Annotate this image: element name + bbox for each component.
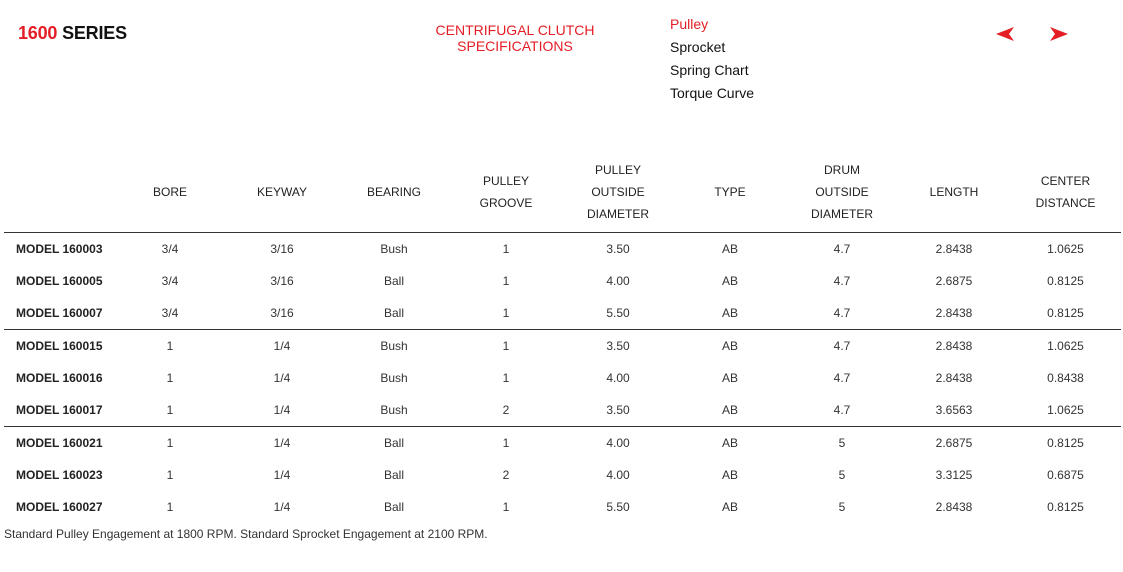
table-cell: 3.50 — [562, 233, 674, 266]
column-header-line: BEARING — [366, 185, 421, 199]
table-cell: 4.7 — [786, 233, 898, 266]
table-cell: 3.50 — [562, 330, 674, 363]
column-header-line: CENTER — [1040, 174, 1091, 188]
table-cell: 3/16 — [270, 274, 294, 288]
table-row — [4, 297, 1121, 330]
table-cell: AB — [721, 403, 738, 417]
table-cell: 1/4 — [273, 468, 291, 482]
column-header — [898, 152, 1010, 233]
table-cell: 4.7 — [833, 306, 851, 320]
table-cell: 1/4 — [226, 427, 338, 460]
table-cell: Bush — [338, 233, 450, 266]
table-cell: 1 — [166, 371, 174, 385]
column-header — [1010, 152, 1121, 233]
table-cell: 0.8438 — [1047, 371, 1084, 385]
table-cell: 1 — [450, 233, 562, 266]
table-cell: 2.8438 — [898, 233, 1010, 266]
table-row — [4, 427, 1121, 460]
column-header-line: TYPE — [714, 185, 746, 199]
nav-link-sprocket[interactable]: Sprocket — [670, 39, 726, 55]
table-cell: 5 — [786, 427, 898, 460]
table-row — [4, 491, 1121, 523]
table-cell: AB — [674, 233, 786, 266]
table-row — [4, 233, 1121, 266]
next-arrow-button[interactable] — [1049, 26, 1069, 42]
column-header-line: PULLEY — [482, 174, 530, 188]
table-row — [4, 330, 1121, 363]
table-cell: Bush — [380, 371, 408, 385]
column-header — [450, 152, 562, 233]
table-cell: 2 — [502, 468, 510, 482]
table-cell: 1 — [502, 274, 510, 288]
table-cell: 4.7 — [833, 274, 851, 288]
table-cell: 2.6875 — [898, 427, 1010, 460]
column-header — [674, 152, 786, 233]
table-cell: 4.7 — [833, 403, 851, 417]
model-cell: MODEL 160016 — [16, 371, 103, 385]
table-cell: 1.0625 — [1010, 330, 1121, 363]
series-title — [18, 23, 127, 44]
column-header-line: DIAMETER — [810, 207, 873, 221]
table-cell: 1 — [450, 330, 562, 363]
table-cell: AB — [721, 306, 738, 320]
table-cell: Bush — [380, 403, 408, 417]
table-body — [4, 233, 1121, 524]
table-cell: 2.8438 — [935, 500, 973, 514]
table-cell: AB — [721, 371, 738, 385]
table-cell: 1/4 — [273, 403, 291, 417]
table-cell: 3/16 — [226, 233, 338, 266]
column-header-line: PULLEY — [594, 163, 642, 177]
series-word: SERIES — [62, 23, 127, 43]
table-cell: 1 — [502, 371, 510, 385]
right-arrow-icon — [1049, 26, 1069, 42]
table-cell: 0.8125 — [1047, 500, 1084, 514]
column-header — [562, 152, 674, 233]
nav-link-pulley[interactable]: Pulley — [670, 16, 709, 32]
table-cell: 3/16 — [270, 306, 294, 320]
table-cell: 0.8125 — [1010, 427, 1121, 460]
column-header-line: KEYWAY — [256, 185, 307, 199]
table-cell: Bush — [338, 330, 450, 363]
column-header-line: OUTSIDE — [815, 185, 869, 199]
column-header-line: OUTSIDE — [591, 185, 645, 199]
table-row — [4, 394, 1121, 427]
table-cell: AB — [674, 330, 786, 363]
table-cell: 1 — [502, 306, 510, 320]
table-cell: AB — [721, 500, 738, 514]
table-cell: 1 — [166, 500, 174, 514]
table-cell: 2.8438 — [935, 371, 973, 385]
table-cell: 1.0625 — [1010, 233, 1121, 266]
model-cell: MODEL 160017 — [16, 403, 103, 417]
table-cell: 3.3125 — [935, 468, 973, 482]
table-cell: 3.50 — [606, 403, 630, 417]
table-header-row — [4, 152, 1121, 233]
table-cell: 3/4 — [161, 306, 179, 320]
model-cell: MODEL 160027 — [16, 500, 103, 514]
table-cell: 4.7 — [786, 330, 898, 363]
table-cell: AB — [721, 468, 738, 482]
table-cell: 4.00 — [606, 468, 630, 482]
table-cell: 3/4 — [161, 274, 179, 288]
table-cell: 3.6563 — [935, 403, 973, 417]
column-header — [786, 152, 898, 233]
column-header-line: DISTANCE — [1035, 196, 1096, 210]
table-cell: Ball — [338, 427, 450, 460]
table-cell: 1/4 — [273, 500, 291, 514]
model-cell: MODEL 160021 — [4, 427, 114, 460]
model-cell: MODEL 160015 — [4, 330, 114, 363]
table-cell: 1/4 — [226, 330, 338, 363]
table-cell: 4.00 — [606, 371, 630, 385]
table-cell: 2.6875 — [935, 274, 973, 288]
column-header-line: DIAMETER — [586, 207, 649, 221]
engagement-footnote: Standard Pulley Engagement at 1800 RPM. Standard Sprocket Engagement at 2100 RPM. — [4, 527, 488, 541]
table-cell: 1 — [166, 468, 174, 482]
table-cell: Ball — [383, 468, 404, 482]
spec-title — [415, 22, 615, 54]
table-cell: 2 — [502, 403, 510, 417]
column-header — [114, 152, 226, 233]
table-cell: Ball — [383, 306, 404, 320]
column-header — [338, 152, 450, 233]
model-cell: MODEL 160023 — [16, 468, 103, 482]
table-cell: 3/4 — [114, 233, 226, 266]
spec-nav — [670, 15, 754, 107]
spec-title-line1: CENTRIFUGAL CLUTCH — [435, 22, 595, 38]
table-cell: 1.0625 — [1047, 403, 1084, 417]
nav-link-spring-chart[interactable]: Spring Chart — [670, 62, 749, 78]
spec-title-line2: SPECIFICATIONS — [457, 38, 573, 54]
column-header — [226, 152, 338, 233]
left-arrow-icon — [995, 26, 1015, 42]
model-cell: MODEL 160007 — [16, 306, 103, 320]
table-cell: 1 — [502, 500, 510, 514]
table-row — [4, 459, 1121, 491]
table-cell: 1 — [114, 330, 226, 363]
table-cell: 2.8438 — [935, 306, 973, 320]
table-cell: 0.8125 — [1047, 306, 1084, 320]
table-cell: 4.00 — [606, 274, 630, 288]
table-cell: 1 — [450, 427, 562, 460]
table-cell: 4.7 — [833, 371, 851, 385]
table-cell: 5 — [838, 500, 846, 514]
table-cell: 1/4 — [273, 371, 291, 385]
table-cell: 5.50 — [606, 306, 630, 320]
table-row — [4, 362, 1121, 394]
table-cell: Ball — [383, 274, 404, 288]
table-cell: 1 — [114, 427, 226, 460]
table-cell: 5 — [838, 468, 846, 482]
table-cell: 4.00 — [562, 427, 674, 460]
model-cell: MODEL 160003 — [4, 233, 114, 266]
table-cell: 2.8438 — [898, 330, 1010, 363]
nav-link-torque-curve[interactable]: Torque Curve — [670, 85, 755, 101]
column-header-line: GROOVE — [479, 196, 533, 210]
series-number: 1600 — [18, 23, 58, 43]
table-cell: AB — [674, 427, 786, 460]
table-cell: 0.6875 — [1047, 468, 1084, 482]
prev-arrow-button[interactable] — [995, 26, 1015, 42]
specifications-table — [4, 152, 1121, 523]
table-cell: 5.50 — [606, 500, 630, 514]
table-cell: 1 — [166, 403, 174, 417]
column-header-line: BORE — [152, 185, 187, 199]
table-cell: 0.8125 — [1047, 274, 1084, 288]
table-cell: Ball — [383, 500, 404, 514]
model-cell: MODEL 160005 — [16, 274, 103, 288]
column-header — [4, 152, 114, 233]
column-header-line: DRUM — [824, 163, 860, 177]
table-row — [4, 265, 1121, 297]
table-cell: AB — [721, 274, 738, 288]
column-header-line: LENGTH — [929, 185, 979, 199]
